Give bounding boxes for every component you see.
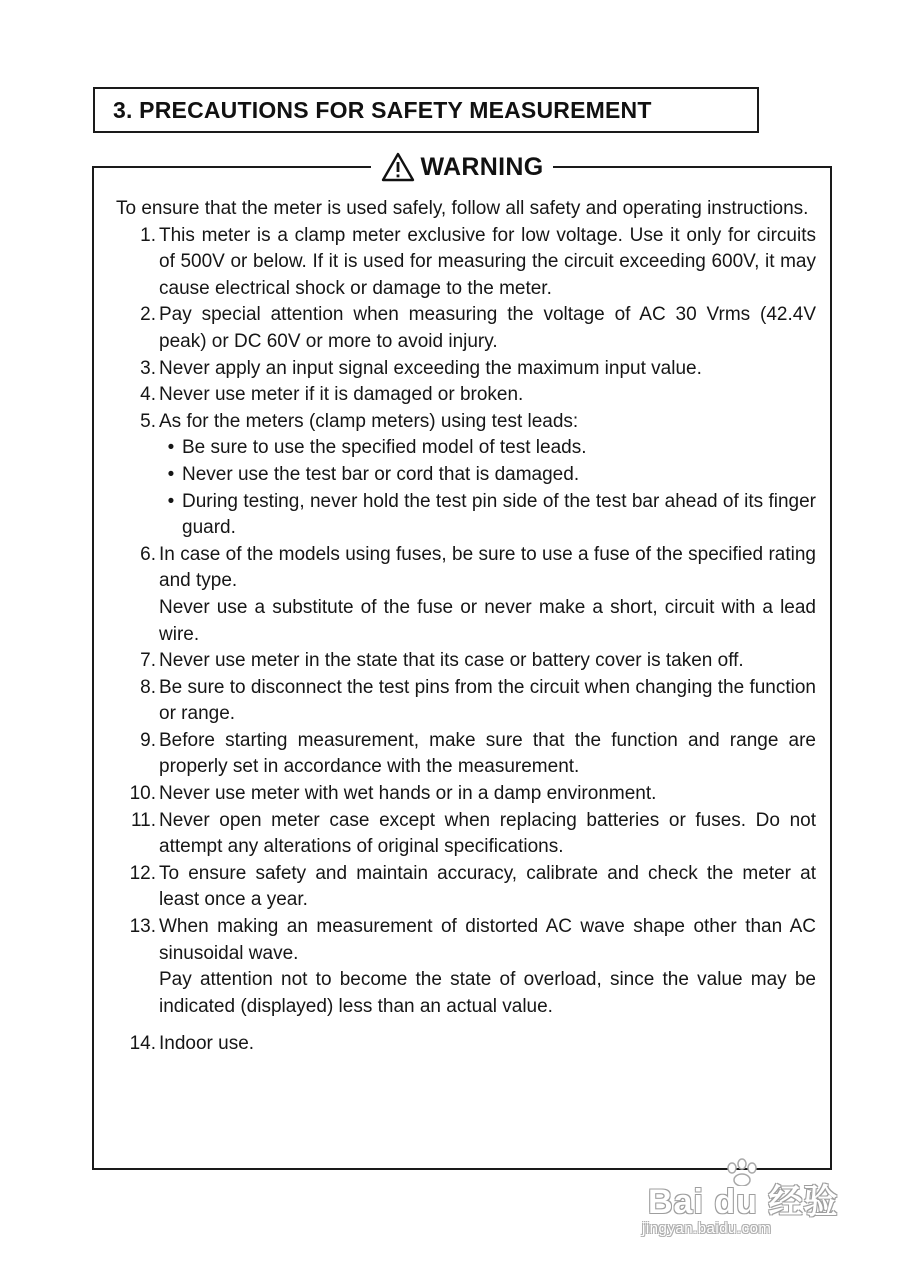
item-number: 2. — [140, 304, 156, 326]
item-text: Never apply an input signal exceeding the maximum input value. — [159, 357, 702, 379]
warning-content — [116, 196, 816, 1058]
item-text: Before starting measurement, make sure that the function and range are properly set in accordance with the measurement. — [159, 729, 816, 778]
bullet-text: Never use the test bar or cord that is damaged. — [182, 463, 580, 485]
item-number: 5. — [140, 410, 156, 432]
item-number: 12. — [129, 862, 156, 884]
item-text: This meter is a clamp meter exclusive for low voltage. Use it only for circuits of 500V or below. If it is used for measuring the circuit exceeding 600V, it may cause electrical shock or damage to the meter. — [159, 224, 816, 299]
item-number: 8. — [140, 676, 156, 698]
list-item-4 — [116, 382, 816, 409]
warning-triangle-icon — [381, 152, 415, 182]
item-number: 11. — [130, 809, 156, 831]
item-text: Never open meter case except when replacing batteries or fuses. Do not attempt any alterations of original specifications. — [159, 809, 816, 858]
list-item-13 — [116, 914, 816, 1020]
list-item-7 — [116, 648, 816, 675]
bullet-text: During testing, never hold the test pin side of the test bar ahead of its finger guard. — [182, 490, 816, 539]
item-text-continued: Pay attention not to become the state of overload, since the value may be indicated (displayed) less than an actual value. — [159, 969, 816, 1017]
item-text: When making an measurement of distorted AC wave shape other than AC sinusoidal wave. — [159, 916, 816, 964]
item-text: Never use meter with wet hands or in a damp environment. — [159, 783, 657, 805]
watermark-main-text: Bai du 经验 — [648, 1183, 839, 1221]
list-item-6 — [116, 542, 816, 648]
sub-bullet-item — [116, 489, 816, 542]
item-number: 6. — [140, 543, 156, 565]
watermark-url: jingyan.baidu.com — [642, 1220, 772, 1237]
section-title: 3. PRECAUTIONS FOR SAFETY MEASUREMENT — [113, 96, 652, 123]
sub-bullet-item — [116, 435, 816, 462]
item-number: 4. — [140, 384, 156, 406]
item-text: To ensure safety and maintain accuracy, calibrate and check the meter at least once a year. — [159, 862, 816, 911]
list-item-9 — [116, 728, 816, 781]
bullet-text: Be sure to use the specified model of test leads. — [182, 437, 587, 459]
sub-bullet-item — [116, 462, 816, 489]
warning-label: WARNING — [420, 152, 544, 181]
bullet-mark: • — [167, 463, 175, 485]
list-item-10 — [116, 781, 816, 808]
item-number: 14. — [129, 1033, 156, 1055]
item-text: As for the meters (clamp meters) using test leads: — [159, 410, 579, 432]
list-item-3 — [116, 356, 816, 383]
item-number: 13. — [129, 916, 156, 938]
item-number: 9. — [140, 729, 156, 751]
intro-text: To ensure that the meter is used safely, follow all safety and operating instructions. — [116, 198, 809, 219]
item-number: 7. — [140, 650, 156, 672]
item-text: In case of the models using fuses, be sure to use a fuse of the specified rating and type. — [159, 543, 816, 592]
list-item-14 — [116, 1031, 816, 1058]
item-text: Never use meter in the state that its case or battery cover is taken off. — [159, 650, 744, 672]
item-number: 10. — [129, 783, 156, 805]
section-title-box — [93, 87, 759, 133]
item-text: Pay special attention when measuring the voltage of AC 30 Vrms (42.4V peak) or DC 60V or more to avoid injury. — [159, 304, 816, 352]
list-item-12 — [116, 861, 816, 914]
list-item-5 — [116, 409, 816, 436]
warning-header — [94, 146, 830, 188]
list-item-8 — [116, 675, 816, 728]
item-text: Indoor use. — [159, 1033, 255, 1055]
item-text-continued: Never use a substitute of the fuse or never make a short, circuit with a lead wire. — [159, 596, 816, 645]
baidu-watermark — [636, 1158, 866, 1258]
item-number: 1. — [140, 224, 156, 246]
list-item-11 — [116, 808, 816, 861]
item-text: Be sure to disconnect the test pins from the circuit when changing the function or range. — [159, 676, 816, 725]
bullet-mark: • — [167, 437, 175, 459]
item-text: Never use meter if it is damaged or broken. — [159, 384, 524, 406]
list-item-2 — [116, 302, 816, 355]
item-number: 3. — [140, 357, 156, 379]
bullet-mark: • — [167, 490, 175, 512]
list-item-1 — [116, 223, 816, 303]
